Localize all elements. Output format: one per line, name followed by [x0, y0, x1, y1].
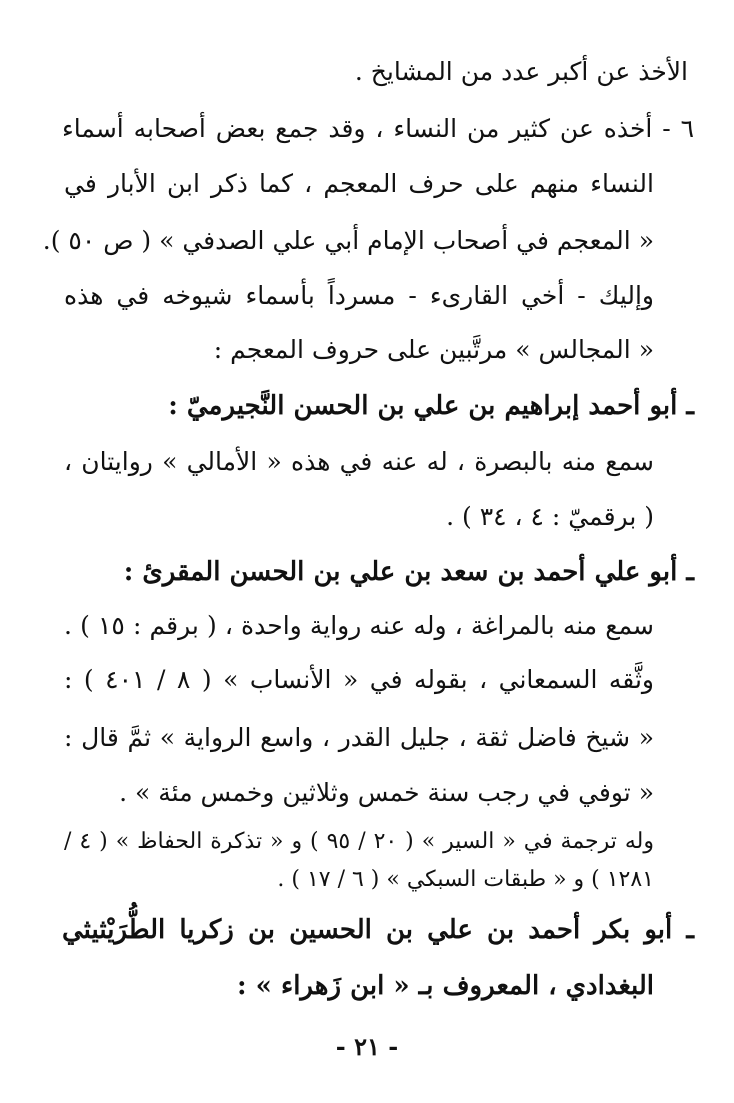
text-line: وثَّقه السمعاني ، بقوله في « الأنساب » ( ٨ / ٤٠١ ) : [64, 665, 654, 694]
text-line: « توفي في رجب سنة خمس وثلاثين وخمس مئة » . [119, 778, 654, 807]
text-line: وإليك - أخي القارىء - مسرداً بأسماء شيوخه في هذه [64, 281, 654, 310]
text-line: « المعجم في أصحاب الإمام أبي علي الصدفي » ( ص ٥٠ ). [42, 226, 654, 255]
text-line: سمع منه بالمراغة ، وله عنه رواية واحدة ، ( برقم : ١٥ ) . [64, 611, 654, 640]
text-line: وله ترجمة في « السير » ( ٢٠ / ٩٥ ) و « تذكرة الحفاظ » ( ٤ / [64, 829, 655, 854]
entry-heading: ـ أبو علي أحمد بن سعد بن علي بن الحسن المقرئ : [123, 557, 694, 587]
entry-heading: ـ أبو بكر أحمد بن علي بن الحسين بن زكريا الطُّرَيْثيثي [62, 915, 694, 945]
text-line: البغدادي ، المعروف بـ « ابن زَهراء » : [237, 971, 654, 1001]
entry-heading: ـ أبو أحمد إبراهيم بن علي بن الحسن النَّجيرميّ : [168, 391, 694, 421]
text-line: ١٢٨١ ) و « طبقات السبكي » ( ٦ / ١٧ ) . [277, 867, 654, 892]
text-line: « المجالس » مرتَّبين على حروف المعجم : [213, 335, 654, 364]
text-line: الأخذ عن أكبر عدد من المشايخ . [354, 57, 688, 86]
text-line: سمع منه بالبصرة ، له عنه في هذه « الأمالي » روايتان ، [64, 447, 654, 476]
text-line: ( برقميّ : ٤ ، ٣٤ ) . [446, 502, 654, 531]
text-line: النساء منهم على حرف المعجم ، كما ذكر ابن الأبار في [64, 169, 654, 198]
page-number: - ٢١ - [335, 1032, 399, 1061]
list-item-6: ٦ - أخذه عن كثير من النساء ، وقد جمع بعض أصحابه أسماء [62, 114, 694, 143]
text-line: « شيخ فاضل ثقة ، جليل القدر ، واسع الرواية » ثمَّ قال : [64, 723, 654, 752]
